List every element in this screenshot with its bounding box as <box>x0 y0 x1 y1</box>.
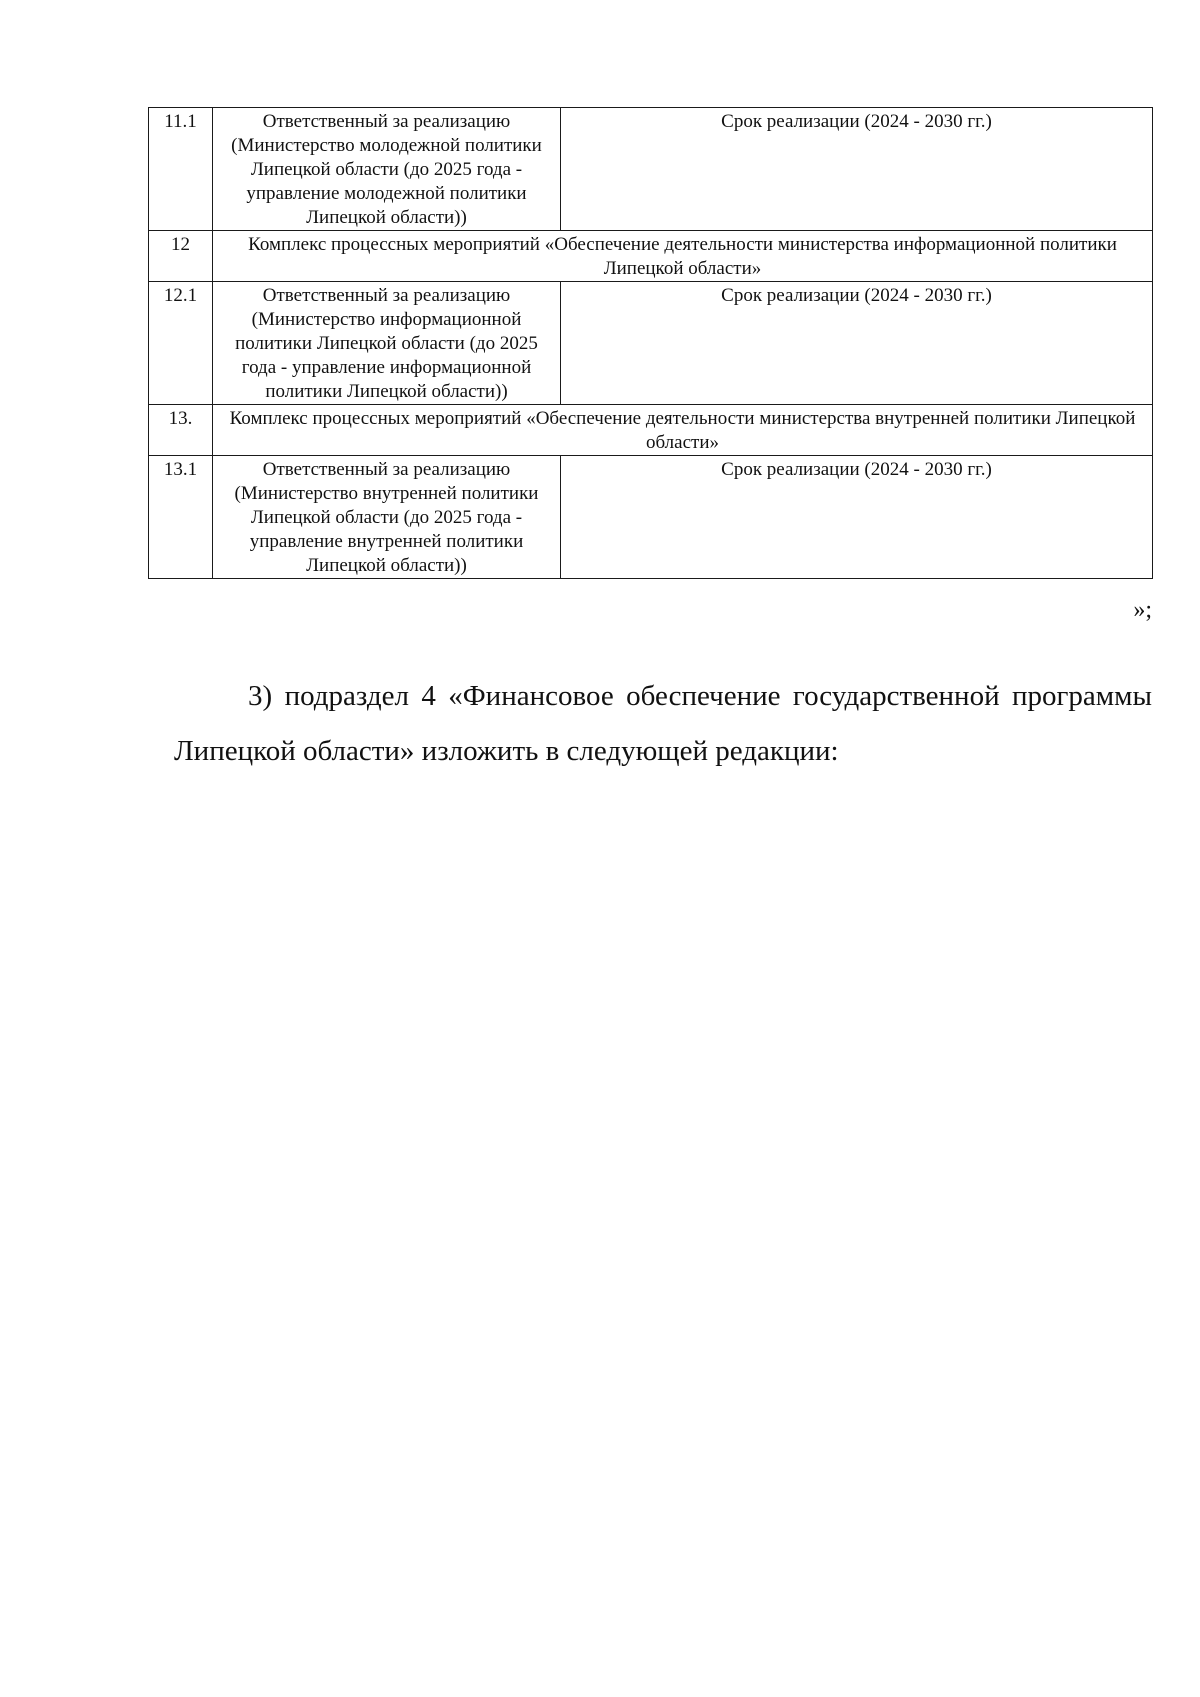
table-row-12-1 <box>149 282 1153 405</box>
row-number-cell: 13.1 <box>149 456 213 579</box>
closing-quote: »; <box>1133 597 1152 623</box>
row-number-cell: 13. <box>149 405 213 456</box>
amendment-paragraph: 3) подраздел 4 «Финансовое обеспечение государственной программы Липецкой области» изложить в следующей редакции: <box>174 680 1152 767</box>
table-row-13 <box>149 405 1153 456</box>
responsible-cell: Ответственный за реализацию (Министерство внутренней политики Липецкой области (до 2025 года - управление внутренней политики Липецкой области)) <box>213 456 561 579</box>
row-number-cell: 12 <box>149 231 213 282</box>
responsible-cell: Ответственный за реализацию (Министерство информационной политики Липецкой области (до 2025 года - управление информационной политики Липецкой области)) <box>213 282 561 405</box>
term-cell: Срок реализации (2024 - 2030 гг.) <box>561 282 1153 405</box>
process-complex-title-cell: Комплекс процессных мероприятий «Обеспечение деятельности министерства информационной политики Липецкой области» <box>213 231 1153 282</box>
table-row-11-1 <box>149 108 1153 231</box>
table-row-13-1 <box>149 456 1153 579</box>
row-number-cell: 12.1 <box>149 282 213 405</box>
row-number-cell: 11.1 <box>149 108 213 231</box>
process-complex-title-cell: Комплекс процессных мероприятий «Обеспечение деятельности министерства внутренней политики Липецкой области» <box>213 405 1153 456</box>
responsible-cell: Ответственный за реализацию (Министерство молодежной политики Липецкой области (до 2025 года - управление молодежной политики Липецкой области)) <box>213 108 561 231</box>
term-cell: Срок реализации (2024 - 2030 гг.) <box>561 108 1153 231</box>
program-structure-table <box>148 107 1153 579</box>
term-cell: Срок реализации (2024 - 2030 гг.) <box>561 456 1153 579</box>
table-row-12 <box>149 231 1153 282</box>
